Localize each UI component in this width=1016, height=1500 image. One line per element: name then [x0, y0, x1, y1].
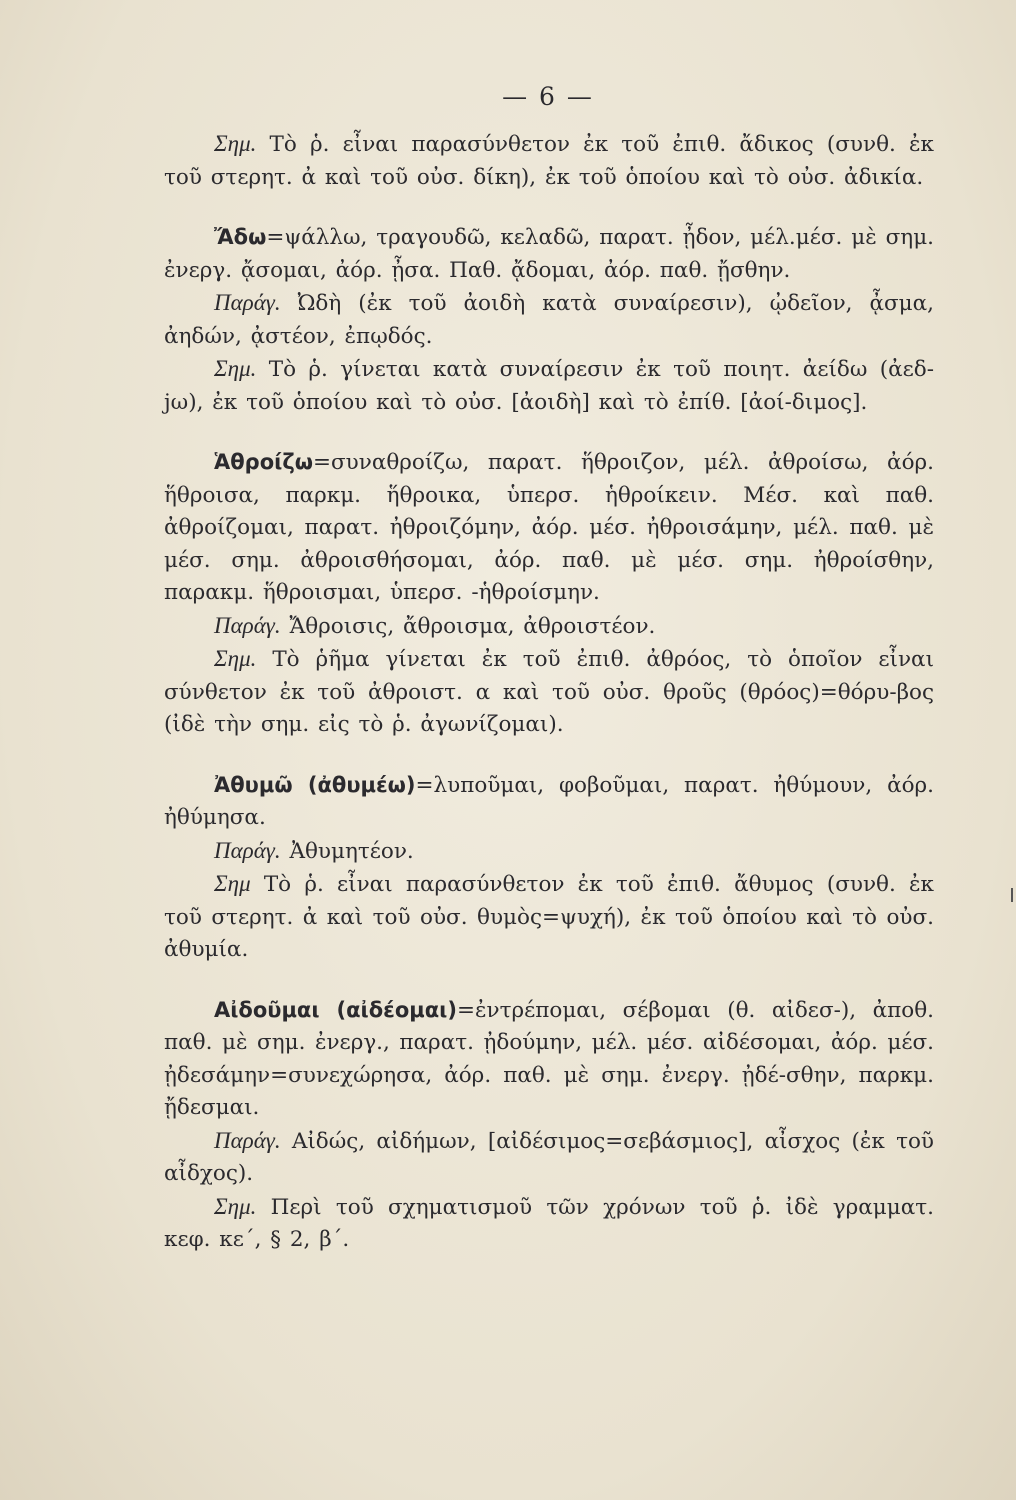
paragraph-text: Ὠδὴ (ἐκ τοῦ ἀοιδὴ κατὰ συναίρεσιν), ᾠδεῖον, ᾆσμα, ἀηδών, ᾀστέον, ἐπῳδός.: [164, 291, 934, 349]
paragraph-label: Σημ.: [214, 131, 257, 156]
paragraph-label: Παράγ.: [214, 1127, 281, 1153]
note-paragraph: [164, 353, 934, 419]
entry-text: =ἐντρέπομαι, σέβομαι (θ. αἰδεσ-), ἀποθ. παθ. μὲ σημ. ἐνεργ., παρατ. ᾐδούμην, μέλ. μέσ. αἰδέσομαι, ἀόρ. μέσ. ᾐδεσάμην=συνεχώρησα, ἀόρ. παθ. μὲ σημ. ἐνεργ. ᾐδέ-σθην, παρκμ. ᾔδεσμαι.: [164, 997, 934, 1120]
note-paragraph: [164, 643, 934, 742]
derivatives-paragraph: [164, 610, 934, 644]
note-paragraph: [164, 128, 934, 194]
entry-headword: Ἁθροίζω: [214, 450, 313, 474]
entry-aidoumai: [164, 994, 934, 1125]
entry-athroizo: [164, 446, 934, 610]
derivatives-paragraph: [164, 835, 934, 869]
paragraph-text: Περὶ τοῦ σχηματισμοῦ τῶν χρόνων τοῦ ῥ. ἰδὲ γραμματ. κεφ. κε΄, § 2, β΄.: [164, 1194, 934, 1252]
paragraph-text: Ἀθυμητέον.: [280, 838, 414, 864]
paragraph-label: Παράγ.: [214, 837, 281, 863]
dictionary-text: [164, 128, 934, 1257]
entry-headword: Ἄδω: [214, 225, 267, 249]
entry-text: =συναθροίζω, παρατ. ἥθροιζον, μέλ. ἀθροίσω, ἀόρ. ἥθροισα, παρκμ. ἥθροικα, ὑπερσ. ἡθροίκειν. Μέσ. καὶ παθ. ἀθροίζομαι, παρατ. ἠθροιζόμην, ἀόρ. μέσ. ἠθροισάμην, μέλ. παθ. μὲ μέσ. σημ. ἀθροισθήσομαι, ἀόρ. παθ. μὲ μέσ. σημ. ἠθροίσθην, παρακμ. ἥθροισμαι, ὑπερσ. -ἡθροίσμην.: [164, 450, 934, 605]
derivatives-paragraph: [164, 1125, 934, 1191]
entry-text: =λυποῦμαι, φοβοῦμαι, παρατ. ἠθύμουν, ἀόρ. ἠθύμησα.: [164, 772, 934, 830]
derivatives-paragraph: [164, 287, 934, 353]
entry-headword: Ἀθυμῶ (ἀθυμέω): [214, 772, 416, 797]
paragraph-label: Παράγ.: [214, 612, 281, 638]
paragraph-label: Σημ.: [214, 1193, 257, 1219]
margin-mark: [1011, 888, 1013, 902]
entry-headword: Αἰδοῦμαι (αἰδέομαι): [214, 997, 457, 1022]
paragraph-text: Τὸ ῥ. εἶναι παρασύνθετον ἐκ τοῦ ἐπιθ. ἄδικος (συνθ. ἐκ τοῦ στερητ. ἀ καὶ τοῦ οὐσ. δίκη), ἐκ τοῦ ὁποίου καὶ τὸ οὐσ. ἀδικία.: [164, 132, 934, 190]
paragraph-label: Παράγ.: [214, 290, 281, 315]
paragraph-text: Αἰδώς, αἰδήμων, [αἰδέσιμος=σεβάσμιος], αἶσχος (ἐκ τοῦ αἶδχος).: [164, 1128, 934, 1186]
paragraph-label: Σημ: [214, 871, 251, 896]
paragraph-text: Τὸ ῥ. εἶναι παρασύνθετον ἐκ τοῦ ἐπιθ. ἄθυμος (συνθ. ἐκ τοῦ στερητ. ἀ καὶ τοῦ οὐσ. θυμὸς=ψυχή), ἐκ τοῦ ὁποίου καὶ τὸ οὐσ. ἀθυμία.: [164, 872, 934, 962]
paragraph-text: Ἄθροισις, ἄθροισμα, ἀθροιστέον.: [280, 613, 656, 639]
paragraph-label: Σημ.: [214, 646, 257, 671]
page-number: — 6 —: [502, 82, 594, 111]
paragraph-label: Σημ.: [214, 356, 257, 381]
entry-text: =ψάλλω, τραγουδῶ, κελαδῶ, παρατ. ᾖδον, μέλ.μέσ. μὲ σημ. ἐνεργ. ᾄσομαι, ἀόρ. ᾖσα. Παθ. ᾄδομαι, ἀόρ. παθ. ᾔσθην.: [164, 225, 934, 283]
entry-ado: [164, 221, 934, 287]
note-paragraph: [164, 868, 934, 967]
note-paragraph: [164, 1191, 934, 1257]
paragraph-text: Τὸ ῥῆμα γίνεται ἐκ τοῦ ἐπιθ. ἀθρόος, τὸ ὁποῖον εἶναι σύνθετον ἐκ τοῦ ἀθροιστ. α καὶ τοῦ οὐσ. θροῦς (θρόος)=θόρυ-βος (ἰδὲ τὴν σημ. εἰς τὸ ῥ. ἀγωνίζομαι).: [164, 647, 934, 737]
entry-athymo: [164, 769, 934, 835]
paragraph-text: Τὸ ῥ. γίνεται κατὰ συναίρεσιν ἐκ τοῦ ποιητ. ἀείδω (ἀεδ-jω), ἐκ τοῦ ὁποίου καὶ τὸ οὐσ. [ἀοιδὴ] καὶ τὸ ἐπίθ. [ἀοί-διμος].: [164, 357, 934, 415]
